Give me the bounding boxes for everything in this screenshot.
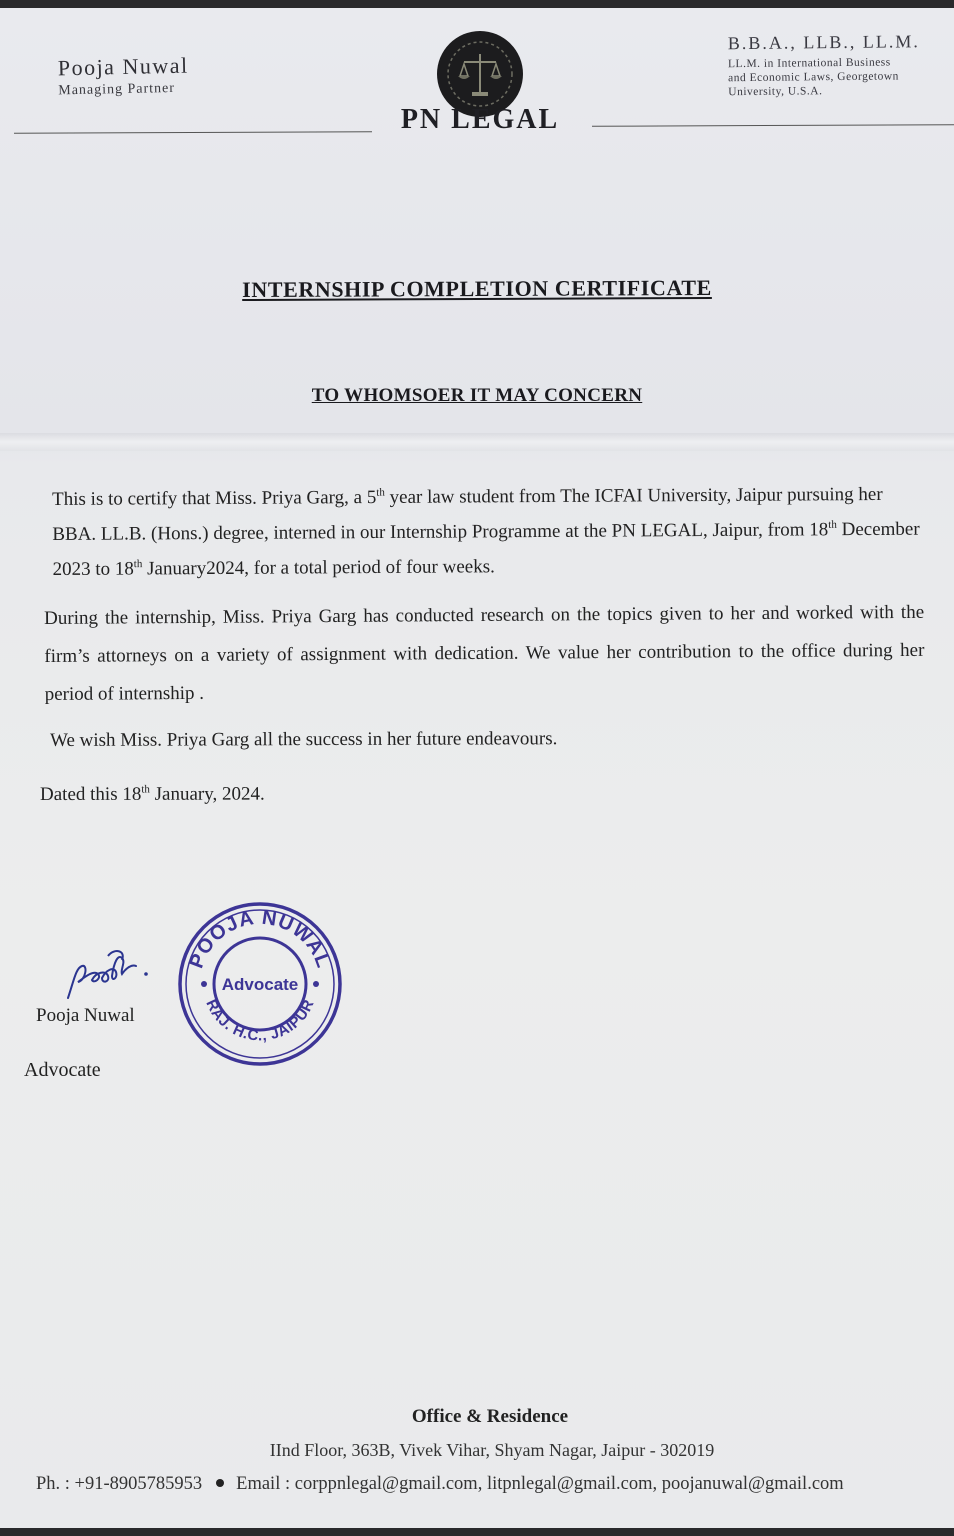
- paragraph-wishes: We wish Miss. Priya Garg all the success in her future endeavours.: [50, 728, 558, 751]
- paper-fold: [0, 433, 954, 451]
- email-addresses: Email : corppnlegal@gmail.com, litpnlegal@gmail.com, poojanuwal@gmail.com: [236, 1474, 844, 1494]
- svg-text:RAJ. H.C., JAIPUR: [202, 997, 317, 1045]
- date-line: Dated this 18th January, 2024.: [40, 783, 265, 805]
- letterhead-partner: [58, 53, 190, 100]
- degree-note: LL.M. in International Business and Economic Laws, Georgetown University, U.S.A.: [727, 56, 899, 99]
- bullet-separator: [216, 1479, 224, 1487]
- signatory-name: Pooja Nuwal: [36, 1005, 135, 1026]
- letterhead-rule-left: [14, 131, 372, 134]
- footer-contact: [36, 1474, 954, 1495]
- paragraph-certify: This is to certify that Miss. Priya Garg, a 5th year law student from The ICFAI University, Jaipur pursuing her BBA. LL.B. (Hons.) degree, interned in our Internship Programme at the PN LEGAL, Jaipur, from 18th December 2023 to 18th January2024, for a total period of four weeks.: [52, 483, 920, 580]
- stamp-lower-text: RAJ. H.C., JAIPUR: [202, 996, 318, 1045]
- footer-address: IInd Floor, 363B, Vivek Vihar, Shyam Nagar, Jaipur - 302019: [269, 1440, 715, 1460]
- paragraph-internship-work: During the internship, Miss. Priya Garg has conducted research on the topics given to her and worked with the firm’s attorneys on a variety of assignment with dedication. We value her contribution to the office during her period of internship .: [44, 601, 925, 705]
- degrees: B.B.A., LLB., LL.M.: [727, 31, 920, 54]
- firm-name: PN LEGAL: [400, 104, 560, 135]
- footer-heading: Office & Residence: [411, 1406, 569, 1427]
- stamp-center-text: Advocate: [221, 975, 299, 994]
- salutation: TO WHOMSOER IT MAY CONCERN: [311, 385, 643, 406]
- advocate-seal-stamp: [174, 898, 346, 1070]
- stamp-ring-text: POOJA NUWAL: [185, 906, 335, 972]
- signatory-title: Advocate: [24, 1059, 101, 1081]
- phone-number: Ph. : +91-8905785953: [36, 1474, 203, 1494]
- certificate-title: INTERNSHIP COMPLETION CERTIFICATE: [242, 274, 712, 303]
- certificate-page: [0, 8, 954, 1528]
- partner-name: Pooja Nuwal: [57, 52, 189, 81]
- letterhead-rule-right: [592, 124, 954, 127]
- partner-role: Managing Partner: [58, 80, 176, 99]
- letterhead-qualifications: [728, 31, 954, 99]
